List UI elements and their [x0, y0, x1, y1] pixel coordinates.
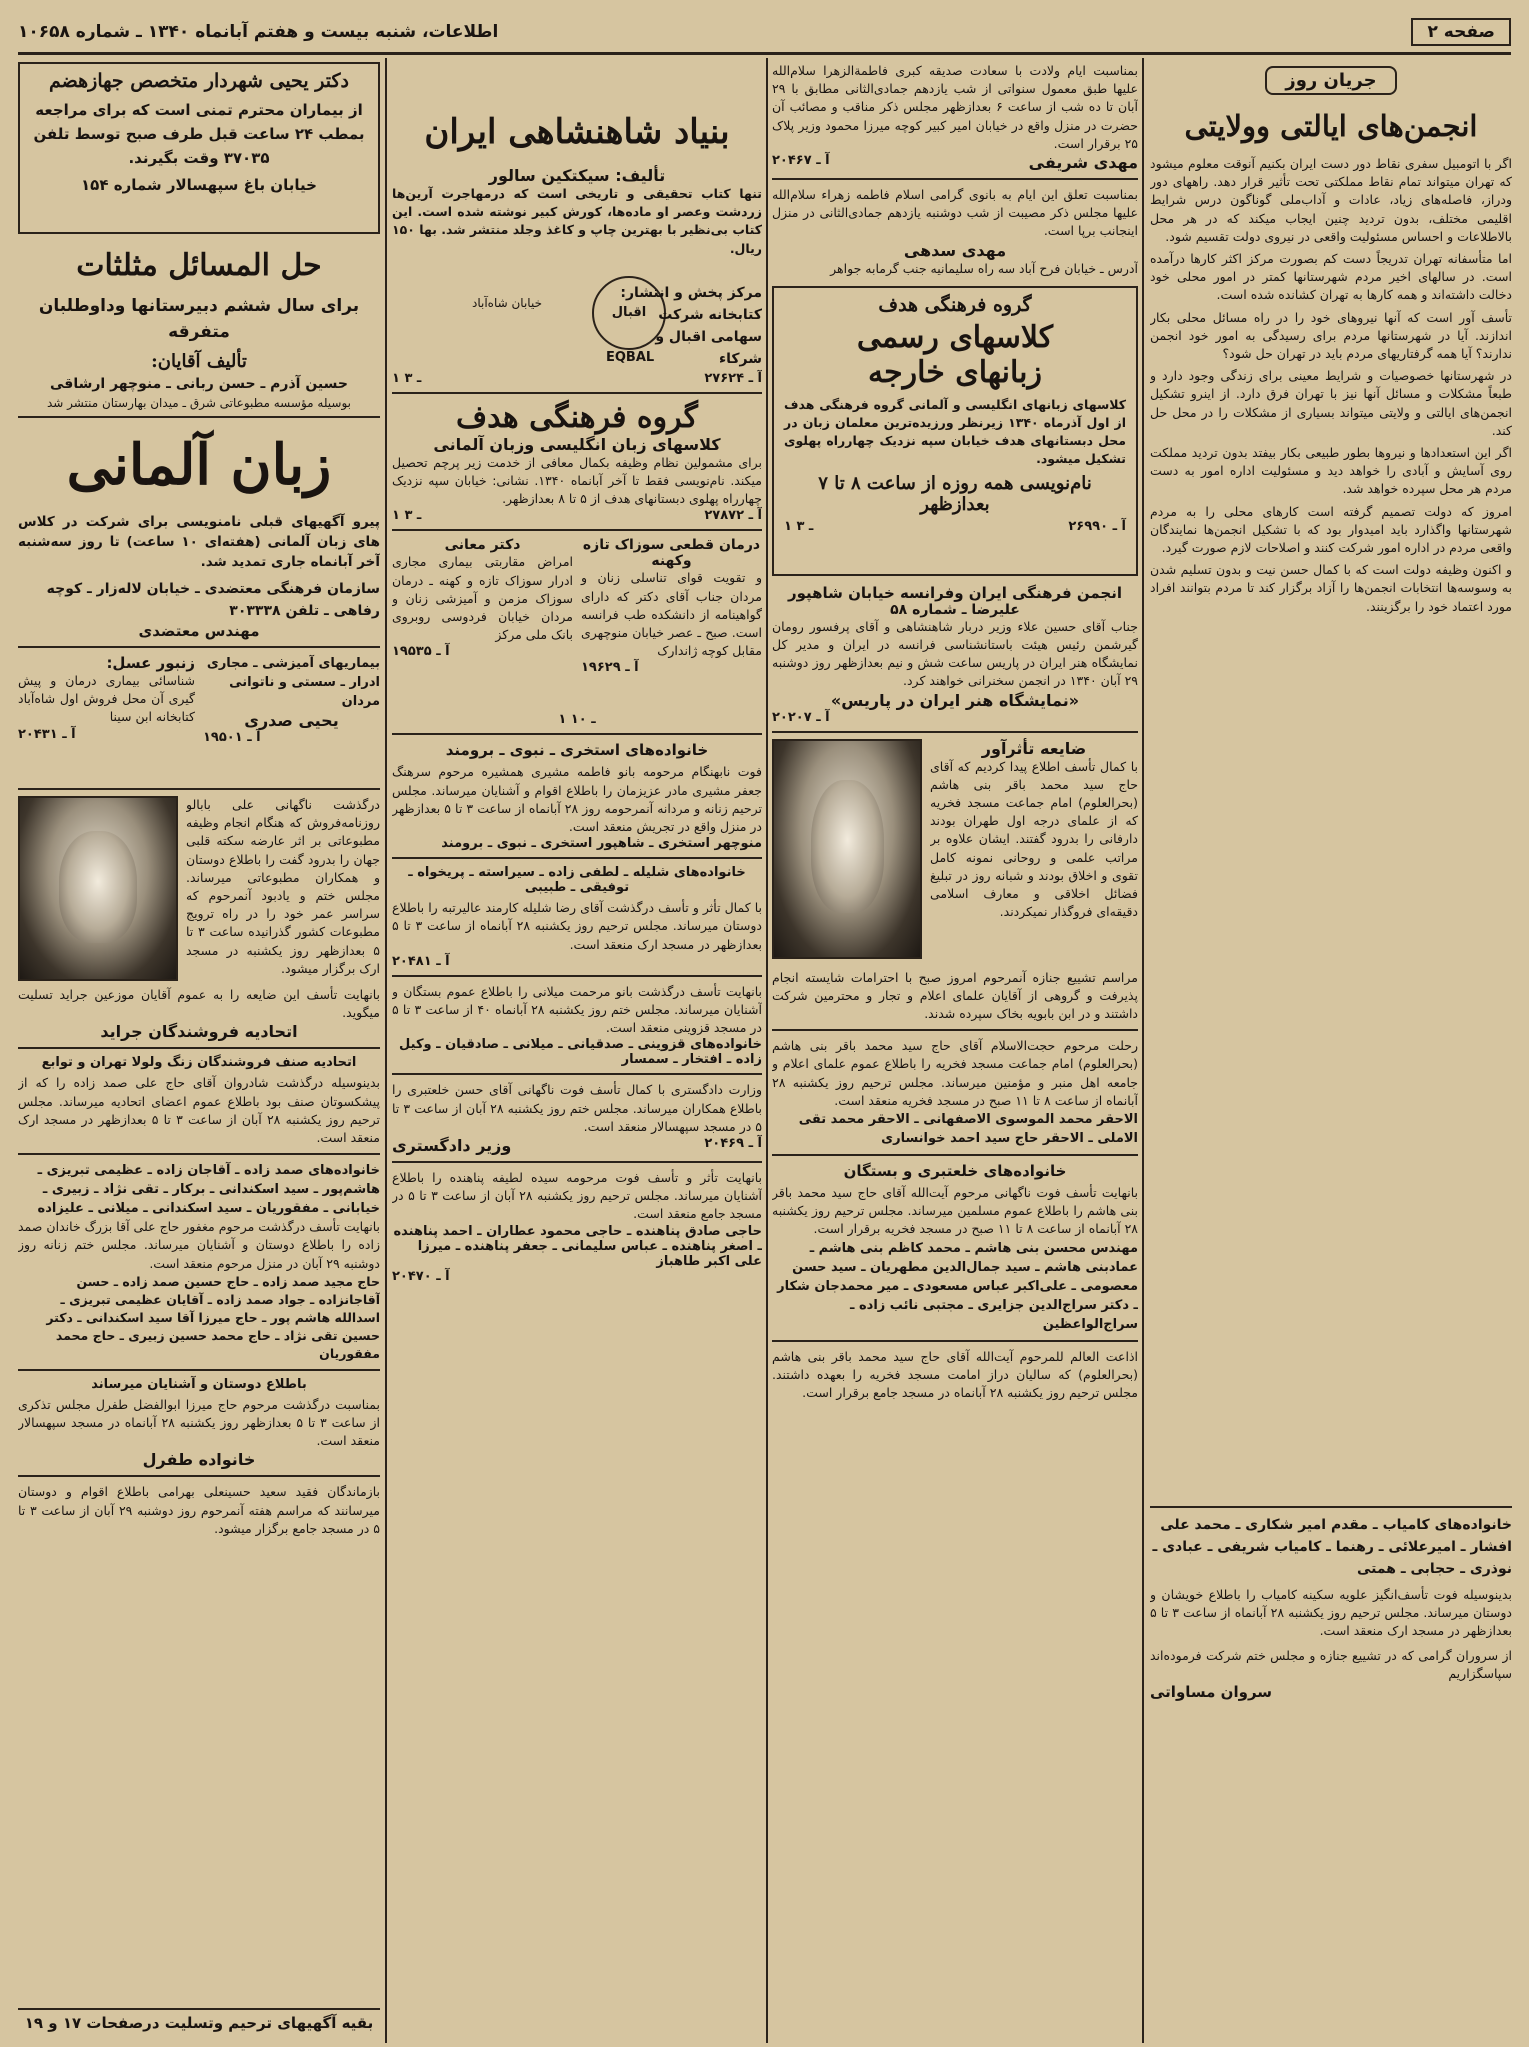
divider	[392, 857, 762, 859]
doctor-title: دکتر معانی	[444, 537, 521, 554]
obituary-text: با کمال تأسف اطلاع پیدا کردیم که آقای حاج سید محمد باقر بنی هاشم (بحرالعلوم) امام جماعت مسجد فخریه که از علمای درجه اول طهران بودند دارفانی را بدرود گفتند. ایشان علاوه بر مراتب علمی و روحانی نمونه کامل تقوی و اخلاق بودند و شبانه روز در تبلیغ فضائل اخلاقی و معارف اسلامی دقیقه‌ای فروگذار نمیکردند.	[930, 758, 1138, 920]
family-notice-title: خانواده‌های خلعتبری و بستگان	[843, 1162, 1067, 1181]
family-notice-text: بانهایت تأسف درگذشت بانو مرحمت میلانی را باطلاع عموم بستگان و آشنایان میرساند. مجلس ختم روز یکشنبه ۲۸ آبانماه ۴۰ از ساعت ۳ تا ۵ در مسجد قزوینی منعقد است.	[392, 983, 762, 1036]
doctor-ad	[392, 537, 573, 712]
ceremony-footer	[772, 153, 1138, 172]
hadaf-classes-ad	[772, 286, 1138, 576]
column-rule	[385, 58, 387, 2043]
editorial-paragraph: اگر با اتومبیل سفری نقاط دور دست ایران بکنیم آنوقت معلوم میشود که تهران میتواند تمام نقاط مملکتی تحت تأثیر قرار دهد. راههای دور ودراز، فاصله‌های زیاد، عادات و آداب‌ملی گوناگون درس شرایط اقلیمی مختلف، بدون تردید چنین ایجاب میکند که در هر محل بالاطلاعات و احساس مسئولیت واقعی در نیروی دولت تقسیم شود.	[1150, 156, 1512, 244]
ad-code: آ ـ ۲۰۴۷۰	[392, 1268, 450, 1284]
family-notice-text: بدینوسیله فوت تأسف‌انگیز علویه سکینه کامیاب را باطلاع خویشان و دوستان میرساند. مجلس ترحیم روز یکشنبه ۲۸ آبانماه از ساعت ۳ تا ۵ بعدازظهر در مسجد ارک منعقد است.	[1150, 1587, 1512, 1639]
divider	[18, 646, 380, 648]
doctor-title: دکتر یحیی شهردار متخصص جهازهضم	[49, 70, 349, 92]
press-obituary	[18, 796, 380, 986]
book-publisher: بوسیله مؤسسه مطبوعاتی شرق ـ میدان بهارستان منتشر شد	[46, 396, 352, 410]
ad-codes	[392, 371, 762, 386]
ad-title: گروه فرهنگی هدف	[456, 399, 698, 435]
obituary-title: ضایعه تأثرآور	[981, 738, 1087, 758]
friends-notice-title: باطلاع دوستان و آشنایان میرساند	[91, 1376, 307, 1392]
obituary-text: درگذشت ناگهانی علی بابالو روزنامه‌فروش که هنگام انجام وظیفه مطبوعاتی بر اثر عارضه سکته قلبی جهان را بدرود گفت را باطلاع دوستان و همکاران مطبوعاتی میرساند. مجلس ختم و یادبود آنمرحوم که سراسر عمر خود را در راه ترویج مطبوعات کشور گذرانیده ساعت ۳ تا ۵ بعدازظهر روز یکشنبه در مسجد ارک برگزار میشود.	[186, 797, 380, 976]
society-title: انجمن فرهنگی ایران وفرانسه خیابان شاهپور	[787, 583, 1123, 602]
ad-code: آ ـ ۲۰۴۶۷	[772, 153, 830, 169]
column-rule	[1142, 58, 1144, 2043]
family-notice-text: وزارت دادگستری با کمال تأسف فوت ناگهانی آقای حسن خلعتبری را باطلاع همکاران میرساند. مجلس ختم روز یکشنبه ۲۸ آبان از ساعت ۳ تا ۵ در مسجد سپهسالار منعقد است.	[392, 1082, 762, 1134]
family-notice-text: بازماندگان فقید سعید حسینعلی بهرامی باطلاع اقوام و دوستان میرسانند که مراسم هفته آنمرحوم روز دوشنبه ۲۹ آبان از ساعت ۳ تا ۵ در مسجد جامع برگزار میشود.	[18, 1484, 380, 1536]
ad-text: برای مشمولین نظام وظیفه بکمال معافی از خدمت زیر پرچم تحصیل میکند. نام‌نویسی فقط تا آخر آبانماه ۱۳۴۰. نشانی: خیابان سپه نزدیک چهارراه پهلوی دبستانهای هدف از ۵ تا ۸ بعدازظهر.	[392, 454, 762, 507]
notices-column	[772, 62, 1138, 2042]
classifieds-column	[18, 62, 380, 2042]
thanks-text: از سروران گرامی که در تشییع جنازه و مجلس ختم شرکت فرموده‌اند سپاسگزاریم	[1150, 1647, 1512, 1681]
book-title: بنیاد شاهنشاهی ایران	[424, 112, 730, 152]
german-ad-text: پیرو آگهیهای قبلی نامنویسی برای شرکت در کلاس های زبان آلمانی (هفته‌ای ۱۰ ساعت) تا روز سه‌شنبه آخر آبانماه جاری تمدید شد.	[18, 514, 380, 570]
doctor-text: و تقویت قوای تناسلی زنان و مردان جناب آقای دکتر که دارای گواهینامه از دانشکده طب فرانسه است. صبح ـ عصر خیابان منوچهری مقابل کوچه ژاندارک	[581, 570, 762, 659]
doctor-name: یحیی صدری	[244, 711, 339, 730]
editorial-paragraph: و اکنون وظیفه دولت است که با کمال حسن نیت و بدون تسلیم شدن به وسوسه‌ها انتخابات انجمن‌ها را آزاد برگزار کند تا مردم بتوانند افراد مورد اعتماد خود را برگزینند.	[1150, 562, 1512, 614]
editorial-paragraph: اگر این استعداد‌ها و نیروها بطور طبیعی بکار بیفتد بدون تردید مملکت روی آسایش و آبادی را خواهد دید و مسئولیت اداره امور به دست مردم هر محل سپرده خواهد شد.	[1150, 445, 1512, 497]
obituary-block	[772, 739, 1138, 969]
notice-signature: اتحادیه فروشندگان جراید	[100, 1022, 298, 1042]
divider	[18, 788, 380, 790]
divider	[392, 975, 762, 977]
doctor-text: امراض مقاربتی بیماری مجاری ادرار سوزاک تازه و کهنه ـ درمان سوزاک مزمن و آمیزشی زنان و مردان خیابان فردوسی روبروی بانک ملی مرکز	[392, 554, 573, 643]
ad-code: آ ـ ۲۰۴۸۱	[392, 953, 450, 969]
editorial-column	[1150, 62, 1512, 2042]
society-text: جناب آقای حسین علاء وزیر دربار شاهنشاهی و آقای پرفسور رومان گیرشمن رئیس هیئت باستانشناسی فرانسه در ایران و مدیر کل نمایشگاه هنر ایران در پاریس ساعت شش و نیم بعدازظهر روز دوشنبه ۲۹ آبان ۱۳۴۰ در انجمن سخنرانی خواهند کرد.	[772, 618, 1138, 689]
ad-kicker: گروه فرهنگی هدف	[878, 293, 1032, 316]
doctor-shahrdar-ad	[18, 62, 380, 234]
book-description: تنها کتاب تحقیقی و تاریخی است که درمهاجرت آرین‌ها زردشت وعصر او ماده‌ها، کورش کبیر نوشته شده است. این کتاب بی‌نظیر با بهترین چاپ و کاغذ وجلد منتشر شد. بها ۱۵۰ ریال.	[392, 186, 762, 256]
notice-signature: الاحقر محمد الموسوی الاصفهانی ـ الاحقر محمد تقی الاملی ـ الاحقر حاج سید احمد خوانساری	[798, 1112, 1138, 1147]
divider	[392, 733, 762, 735]
divider	[1150, 1506, 1512, 1508]
family-names: حاج مجید صمد زاده ـ حاج حسین صمد زاده ـ حسن آقاجانزاده ـ جواد صمد زاده ـ آقایان عظیمی تبریزی ـ اسدالله هاشم پور ـ حاج میرزا آقا سید اسکندانی ـ دکتر حسین تقی نژاد ـ حاج محمد حسین زبیری ـ حاج محمد مفقوریان	[46, 1273, 380, 1361]
german-ad-sign: مهندس معتضدی	[138, 622, 260, 640]
family-notice-text: فوت نابهنگام مرحومه بانو فاطمه مشیری همشیره مرحوم سرهنگ جعفر مشیری مادر عزیزمان را باطلاع اقوام و آشنایان میرساند. مجلس ترحیم زنانه و مردانه آنمرحومه روز ۲۸ آبانماه از ساعت ۳ تا ۵ بعدازظهر در منزل واقع در تجریش منعقد است.	[392, 764, 762, 835]
logo-text: اقبال	[611, 305, 647, 321]
ads-column	[392, 62, 762, 2042]
ad-title: زبانهای خارجه	[867, 354, 1043, 390]
book-authors-label: تألیف آقایان:	[151, 351, 247, 372]
masthead	[18, 14, 1511, 50]
honey-title: زنبور عسل:	[106, 654, 195, 672]
ad-code: آ ـ ۲۰۴۳۱	[18, 726, 76, 742]
ad-code: آ ـ ۲۷۶۲۴	[704, 370, 762, 386]
doctor-ad	[581, 537, 762, 712]
obituary-text: بانهایت تأسف این ضایعه را به عموم آقایان موزعین جراید تسلیت میگوید.	[18, 987, 380, 1021]
notice-address: آدرس ـ خیابان فرح آباد سه راه سلیمانیه جنب گرمابه جواهر	[830, 260, 1138, 276]
ad-code: آ ـ ۲۰۴۶۹	[704, 1136, 762, 1152]
ad-codes	[784, 519, 1126, 534]
family-names: مهندس محسن بنی هاشم ـ محمد کاظم بنی هاشم ـ عمادبنی هاشم ـ سید جمال‌الدین مطهریان ـ سید حسن معصومی ـ علی‌اکبر عباس مسعودی ـ میر محمدجان شکار ـ دکتر سراج‌الدین جزایری ـ مجتبی نائب زاده ـ سراج‌الواعظین	[777, 1240, 1138, 1332]
family-notice-title: خانواده‌های استخری ـ نبوی ـ برومند	[445, 741, 709, 760]
small-ad	[203, 654, 380, 782]
divider	[772, 1029, 1138, 1031]
notice-footer	[392, 1136, 762, 1155]
ad-code: آ ـ ۱۹۵۳۵	[392, 644, 450, 660]
small-ads	[18, 654, 380, 782]
ad-code: آ ـ ۲۷۸۷۲	[704, 508, 762, 524]
notice-signature: خانواده طفرل	[142, 1450, 256, 1470]
footer-rule	[18, 2008, 380, 2010]
ad-code: ۱ ـ ۳	[392, 508, 422, 524]
family-names: حاجی صادق پناهنده ـ حاجی محمود عطاران ـ احمد پناهنده ـ اصغر پناهنده ـ عباس سلیمانی ـ جعفر پناهنده ـ میرزا علی اکبر طاهباز	[393, 1223, 762, 1269]
divider	[18, 1369, 380, 1371]
book-author: تألیف: سیکتکین سالور	[488, 166, 666, 185]
ad-codes	[392, 508, 762, 523]
society-topic: «نمایشگاه هنر ایران در پاریس»	[830, 690, 1080, 710]
family-notice-text: بانهایت تأسف درگذشت مرحوم مغفور حاج علی آقا بزرگ خاندان صمد زاده را باطلاع دوستان و آشنایان میرساند. مجلس ختم زنانه روز دوشنبه ۲۹ آبان در منزل مرحوم منعقد است.	[18, 1219, 380, 1271]
book-title: حل المسائل مثلثات	[76, 248, 322, 283]
portrait-photo	[18, 796, 178, 981]
divider	[392, 529, 762, 531]
doctor-address: خیابان باغ سپهسالار شماره ۱۵۴	[81, 176, 317, 194]
family-names: خانواده‌های قزوینی ـ صدقیانی ـ میلانی ـ صادقیان ـ وکیل زاده ـ افتخار ـ سمسار	[399, 1037, 762, 1068]
book-subtitle: برای سال ششم دبیرستانها وداوطلبان متفرقه	[38, 296, 360, 342]
editorial-kicker: جریان روز	[1265, 66, 1396, 95]
publisher-block	[392, 266, 762, 386]
friends-notice-text: بمناسبت درگذشت مرحوم حاج میرزا ابوالفضل طفرل مجلس تذکری از ساعت ۳ تا ۵ بعدازظهر روز یکشنبه ۲۸ آبانماه در مسجد سپهسالار منعقد است.	[18, 1396, 380, 1449]
obituary-text: مراسم تشییع جنازه آنمرحوم امروز صبح با احترامات شایسته انجام پذیرفت و گروهی از آقایان علمای اعلام و تجار و محترمین شرکت داشتند و در ابن بابویه بخاک سپرده شدند.	[772, 969, 1138, 1022]
divider	[772, 731, 1138, 733]
doctor-ads	[392, 537, 762, 712]
family-names: خانواده‌های صمد زاده ـ آقاجان زاده ـ عظیمی تبریزی ـ هاشم‌پور ـ سید اسکندانی ـ برکار ـ تقی نژاد ـ زبیری ـ خیابانی ـ مفقوریان ـ سید اسکندانی ـ میلانی ـ علیزاده	[37, 1163, 380, 1217]
doctor-title: بیماریهای آمیزشی ـ مجاری ادرار ـ سستی و ناتوانی مردان	[206, 656, 380, 709]
editorial-paragraph: اما متأسفانه تهران تدریجاً دست کم بصورت مرکز اکثر کارها درآمده است. در سالهای اخیر مردم شهرستانها کمتر در امور محلی خود دخالت داشته‌اند و همه کارها به تهران کشانده شده است.	[1150, 251, 1512, 303]
ad-code: آ ـ ۲۰۲۰۷	[772, 709, 830, 725]
ad-code: ۱ ـ ۳	[392, 370, 422, 386]
society-subtitle: علیرضا ـ شماره ۵۸	[890, 601, 1020, 618]
passing-notice: رحلت مرحوم حجت‌الاسلام آقای حاج سید محمد باقر بنی هاشم (بحرالعلوم) امام جماعت مسجد فخریه را باطلاع عموم علمای اعلام و جامعه اهل منبر و مؤمنین میرساند. مجلس ترحیم روز یکشنبه ۲۸ آبانماه از ساعت ۸ تا ۱۱ صبح در مسجد فخریه منعقد است.	[772, 1038, 1138, 1108]
issue-line: اطلاعات، شنبه بیست و هفتم آبانماه ۱۳۴۰ ـ شماره ۱۰۶۵۸	[18, 22, 499, 42]
small-ad	[18, 654, 195, 782]
union-notice-title: اتحادیه صنف فروشندگان زنگ ولولا تهران و توابع	[41, 1055, 357, 1071]
divider	[18, 1475, 380, 1477]
divider	[18, 416, 380, 418]
ad-code: ۱ ـ ۱۰	[558, 712, 596, 728]
ad-title: کلاسهای رسمی	[856, 319, 1054, 355]
family-notice-text: بانهایت تأسف فوت ناگهانی مرحوم آیت‌الله آقای حاج سید محمد باقر بنی هاشم را باطلاع عموم مسلمین میرساند. مجلس ترحیم روز یکشنبه ۲۸ آبانماه از ساعت ۸ تا ۱۱ صبح در مسجد فخریه برقرار است.	[772, 1185, 1138, 1237]
ad-subtitle: کلاسهای زبان انگلیسی وزبان آلمانی	[433, 434, 721, 454]
cleric-photo	[772, 739, 922, 959]
divider	[772, 178, 1138, 180]
doctor-title: درمان قطعی سوزاک تازه وکهنه	[582, 537, 761, 570]
notice-signature: وزیر دادگستری	[392, 1136, 512, 1156]
editorial-title: انجمن‌های ایالتی وولایتی	[1184, 109, 1478, 143]
german-ad-org: سازمان فرهنگی معتضدی ـ خیابان لاله‌زار ـ کوچه رفاهی ـ تلفن ۳۰۳۳۳۸	[46, 581, 380, 619]
column-rule	[766, 58, 768, 2043]
header-rule	[18, 52, 1511, 55]
divider	[392, 1073, 762, 1075]
family-notice-text: با کمال تأثر و تأسف درگذشت آقای رضا شلیله کارمند عالیرتبه را باطلاع دوستان میرساند. مجلس ترحیم روز یکشنبه ۲۸ آبانماه از ساعت ۳ تا ۵ بعدازظهر در مسجد ارک منعقد است.	[392, 900, 762, 952]
family-notice-text: بانهایت تأثر و تأسف فوت مرحومه سیده لطیفه پناهنده را باطلاع آشنایان میرساند. مجلس ترحیم روز یکشنبه ۲۸ آبان از ساعت ۳ تا ۵ در مسجد جامع منعقد است.	[392, 1170, 762, 1222]
editorial-body	[1150, 155, 1512, 1500]
publisher-address: خیابان شاه‌آباد	[472, 295, 542, 310]
divider	[18, 1153, 380, 1155]
divider	[392, 1161, 762, 1163]
announcement-text: اذاعت العالم للمرحوم آیت‌الله آقای حاج سید محمد باقر بنی هاشم (بحرالعلوم) که سالیان دراز امامت مسجد فخریه را بعهده داشتند. مجلس ترحیم روز یکشنبه ۲۸ آبانماه در مسجد جامع برقرار است.	[772, 1348, 1138, 1401]
notice-signature: مهدی شریفی	[1028, 153, 1138, 173]
publisher-name: مرکز پخش و انتشار: کتابخانه شرکت سهامی اقبال و شرکاء	[620, 284, 762, 367]
book-authors: حسین آذرم ـ حسن ربانی ـ منوچهر ارشاقی	[50, 376, 348, 392]
union-notice-text: بدینوسیله درگذشت شادروان آقای حاج علی صمد زاده را که از پیشکسوتان صنف بود باطلاع عموم اعضای اتحادیه میرساند. مجلس ترحیم روز یکشنبه ۲۸ آبان از ساعت ۳ تا ۵ بعدازظهر در مسجد ارک منعقد است.	[18, 1075, 380, 1146]
ad-text: کلاسهای زبانهای انگلیسی و آلمانی گروه فرهنگی هدف از اول آذرماه ۱۳۴۰ زیرنظر ورزیده‌ترین معلمان زبان در محل دبستانهای هدف خیابان سپه نزدیک چهارراه پهلوی تشکیل میشود.	[784, 396, 1126, 467]
ad-code: آ ـ ۱۹۶۲۹	[581, 660, 639, 676]
divider	[772, 1154, 1138, 1156]
ad-code: آ ـ ۱۹۵۰۱	[203, 730, 261, 745]
ad-code: آ ـ ۲۶۹۹۰	[1068, 518, 1126, 534]
page-number: صفحه ۲	[1411, 18, 1511, 46]
divider	[772, 1340, 1138, 1342]
ad-code: ۱ ـ ۳	[784, 518, 814, 534]
family-notice-title: خانواده‌های کامیاب ـ مقدم امیر شکاری ـ محمد علی افشار ـ امیرعلائی ـ رهنما ـ کامیاب شریفی ـ عبادی ـ نوذری ـ حجابی ـ همتی	[1152, 1517, 1512, 1577]
notice-signature: سروان مساواتی	[1150, 1683, 1273, 1702]
editorial-paragraph: در شهرستانها خصوصیات و شرایط معینی برای زندگی وجود دارد و طبعاً مشکلات و مسائل آنها نیز با تهران فرق دارد. از اینرو تشکیل انجمن‌های ایالتی و ولایتی میتواند بسیاری از مشکلات را در محل حل کند.	[1150, 368, 1512, 438]
logo-latin: EQBAL	[606, 349, 655, 365]
ad-bottom-line: نام‌نویسی همه روزه از ساعت ۸ تا ۷ بعدازظهر	[818, 472, 1092, 515]
continuation-footer: بقیه آگهیهای ترحیم وتسلیت درصفحات ۱۷ و ۱۹	[24, 2014, 374, 2032]
divider	[392, 392, 762, 394]
ceremony-notice: بمناسبت ایام ولادت با سعادت صدیقه کبری فاطمةالزهرا سلام‌الله علیها طبق معمول سنواتی از شب یازدهم جمادی‌الثانی مطابق با ۲۹ آبان تا ده شب از ساعت ۶ بعدازظهر مجلس ذکر مناقب و مصائب آن حضرت در منزل واقع در خیابان امیر کبیر کوچه میرزا محمود وزیر پلاک ۲۵ برقرار است.	[772, 63, 1138, 151]
ceremony-notice: بمناسبت تعلق این ایام به بانوی گرامی اسلام فاطمه زهراء سلام‌الله علیها مجلس ذکر مصیبت از شب دوشنبه یازدهم جمادی‌الثانی در منزل اینجانب برپا است.	[772, 187, 1138, 239]
honey-text: شناسائی بیماری درمان و پیش گیری آن محل فروش اول شاه‌آباد کتابخانه ابن سینا	[18, 673, 195, 725]
family-names: منوچهر استخری ـ شاهپور استخری ـ نبوی ـ برومند	[441, 836, 762, 852]
doctor-text: از بیماران محترم تمنی است که برای مراجعه بمطب ۲۴ ساعت قبل طرف صبح توسط تلفن ۳۷۰۳۵ وقت بگیرند.	[33, 101, 365, 167]
german-ad-title: زبان آلمانی	[66, 432, 332, 498]
editorial-paragraph: امروز که دولت تصمیم گرفته است کارهای محلی را به مردم شهرستانها واگذارد باید امیدوار بود که با تشکیل انجمن‌ها نمایندگان واقعی مردم در اداره امور شرکت کنند و اصلاحات لازم صورت گیرد.	[1150, 503, 1512, 556]
family-notice-title: خانواده‌های شلیله ـ لطفی زاده ـ سیراسته ـ پریخواه ـ توفیقی ـ طبیبی	[408, 865, 746, 896]
editorial-paragraph: تأسف آور است که آنها نیروهای خود را در راه مسائل محلی بکار اندازند. آیا در شهرستانها مردم برای رسیدگی به امور خود انجمن ندارند؟ آیا همه گرفتاریهای مردم باید در تهران حل شود؟	[1150, 309, 1512, 362]
divider	[18, 1047, 380, 1049]
notice-signature: مهدی سدهی	[903, 240, 1007, 260]
